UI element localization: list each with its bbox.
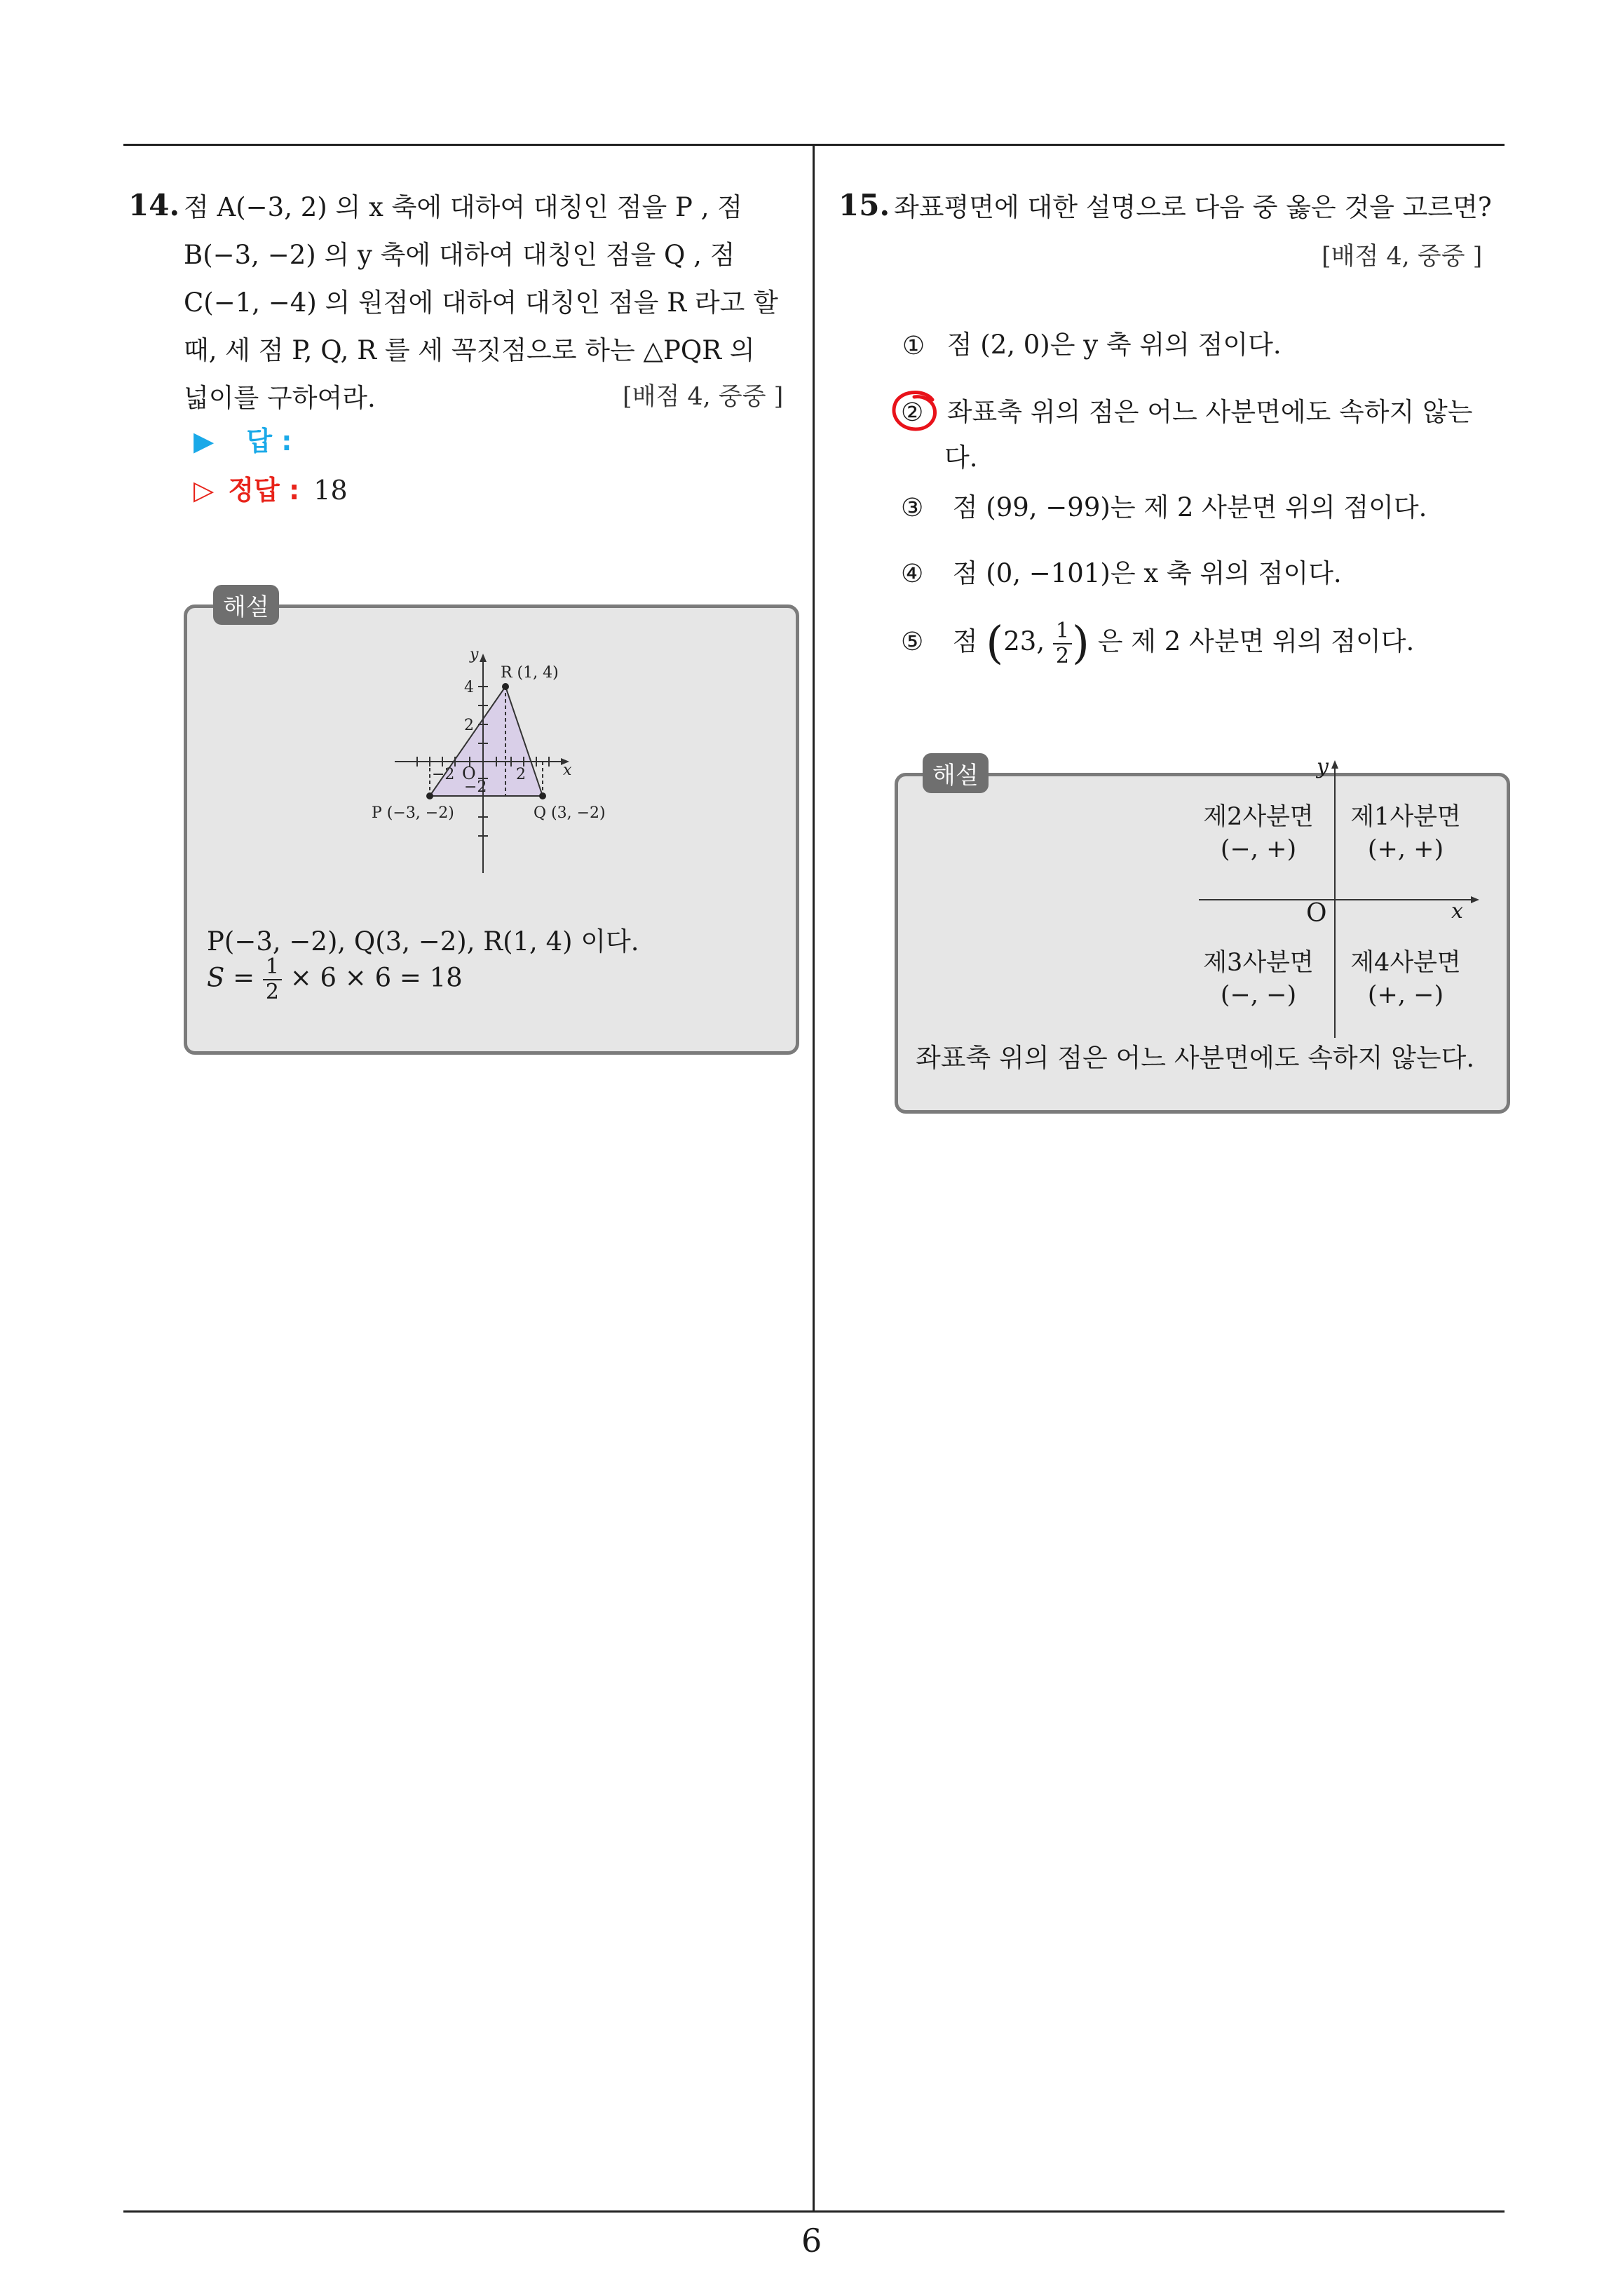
choice-5-frac-num: 1 <box>1053 619 1072 644</box>
q14-triangle-graph <box>365 638 645 877</box>
choice-2-number: ② <box>901 398 924 427</box>
right-paren-icon: ) <box>1071 617 1089 670</box>
choice-1-number: ① <box>902 331 925 360</box>
choice-4[interactable] <box>901 551 1342 597</box>
quad-origin: O <box>1306 899 1327 928</box>
q14-explanation-tag: 해설 <box>213 585 279 625</box>
q14-line-1: 점 A(−3, 2) 의 x 축에 대하여 대칭인 점을 P , 점 <box>184 192 742 222</box>
quadrant-2 <box>1195 801 1322 865</box>
q14-solution-frac <box>263 955 282 1004</box>
choice-3-text: 점 (99, −99)는 제 2 사분면 위의 점이다. <box>952 492 1427 522</box>
q15-meta: [배점 4, 중중 ] <box>1322 243 1483 271</box>
quadrant-1-sign: (+, +) <box>1367 835 1444 863</box>
quad-x-arrow-icon <box>1471 896 1479 903</box>
q14-number: 14. <box>128 188 180 222</box>
point-p <box>426 792 433 799</box>
q14-solution-s: S = <box>207 962 263 993</box>
graph-tick-4: 4 <box>464 679 474 696</box>
choice-5-frac-den: 2 <box>1055 643 1069 668</box>
graph-tick-2x: 2 <box>516 766 526 783</box>
label-r: R (1, 4) <box>501 664 559 682</box>
q14-answer-row <box>193 419 292 458</box>
point-r <box>502 683 509 690</box>
choice-1-text: 점 (2, 0)은 y 축 위의 점이다. <box>946 330 1282 360</box>
quadrant-2-name: 제2사분면 <box>1203 803 1314 831</box>
choice-3[interactable] <box>901 485 1427 531</box>
page-number: 6 <box>801 2222 822 2260</box>
quadrant-4-sign: (+, −) <box>1367 981 1444 1009</box>
q14-line-4: 때, 세 점 P, Q, R 를 세 꼭짓점으로 하는 △PQR 의 <box>184 335 755 365</box>
q14-solution-rest: × 6 × 6 = 18 <box>290 962 463 993</box>
q15-number: 15. <box>838 188 890 222</box>
answer-arrow-icon: ▶ <box>193 426 215 457</box>
choice-5-frac <box>1053 619 1072 668</box>
quad-x-label: x <box>1451 899 1463 924</box>
choice-1[interactable] <box>901 323 1282 367</box>
q14-answer-label: 답 : <box>246 426 292 457</box>
graph-origin: O <box>462 764 476 783</box>
left-paren-icon: ( <box>986 617 1004 670</box>
graph-x-label: x <box>563 762 572 779</box>
quadrant-2-sign: (−, +) <box>1220 835 1297 863</box>
choice-5[interactable] <box>901 610 1414 675</box>
quad-y-arrow-icon <box>1331 760 1338 769</box>
q14-solution-line1: P(−3, −2), Q(3, −2), R(1, 4) 이다. <box>207 926 639 957</box>
choice-5-mid: 23, <box>1003 626 1045 656</box>
quadrant-4-name: 제4사분면 <box>1350 949 1461 977</box>
frac-numerator: 1 <box>263 955 282 980</box>
q14-solution-line2 <box>207 955 463 1004</box>
choice-4-number: ④ <box>901 560 924 588</box>
frac-denominator: 2 <box>265 980 279 1004</box>
quadrant-3-name: 제3사분면 <box>1203 949 1314 977</box>
q14-correct-row <box>193 468 348 507</box>
quad-y-label: y <box>1317 755 1329 779</box>
column-divider <box>813 144 815 2213</box>
y-axis-arrow-icon <box>480 654 487 662</box>
q15-conclusion: 좌표축 위의 점은 어느 사분면에도 속하지 않는다. <box>916 1043 1475 1073</box>
q14-correct-label: 정답 : <box>228 475 300 506</box>
label-p: P (−3, −2) <box>372 804 454 822</box>
choice-2-text-cont: 다. <box>944 443 978 473</box>
quadrant-3 <box>1195 947 1322 1011</box>
q15-text: 좌표평면에 대한 설명으로 다음 중 옳은 것을 고르면? <box>894 192 1492 222</box>
q14-correct-value: 18 <box>313 475 348 506</box>
q15-explanation-tag: 해설 <box>923 753 989 793</box>
choice-2-text: 좌표축 위의 점은 어느 사분면에도 속하지 않는 <box>946 397 1473 427</box>
choice-5-post: 은 제 2 사분면 위의 점이다. <box>1097 626 1415 656</box>
choice-5-number: ⑤ <box>901 628 924 656</box>
q14-line-5: 넓이를 구하여라. <box>184 383 376 413</box>
graph-tick-2y: 2 <box>464 717 474 734</box>
bottom-rule <box>123 2210 1505 2213</box>
q14-meta: [배점 4, 중중 ] <box>623 383 784 411</box>
quadrant-4 <box>1343 947 1469 1011</box>
graph-y-label: y <box>470 646 479 663</box>
graph-tick-neg2y: −2 <box>464 778 487 796</box>
choice-2[interactable] <box>901 390 1504 480</box>
quadrant-3-sign: (−, −) <box>1220 981 1297 1009</box>
q14-line-3: C(−1, −4) 의 원점에 대하여 대칭인 점을 R 라고 할 <box>184 288 778 318</box>
label-q: Q (3, −2) <box>534 804 606 822</box>
selected-answer-circle-icon <box>889 387 945 436</box>
choice-4-text: 점 (0, −101)은 x 축 위의 점이다. <box>952 558 1342 588</box>
graph-tick-neg2x: −2 <box>432 766 455 783</box>
point-q <box>539 792 546 799</box>
choice-5-pre: 점 <box>952 626 978 656</box>
correct-arrow-icon: ▷ <box>193 475 215 506</box>
quadrant-1-name: 제1사분면 <box>1350 803 1461 831</box>
quadrant-1 <box>1343 801 1469 865</box>
q14-line-2: B(−3, −2) 의 y 축에 대하여 대칭인 점을 Q , 점 <box>184 240 735 270</box>
choice-3-number: ③ <box>901 494 924 522</box>
